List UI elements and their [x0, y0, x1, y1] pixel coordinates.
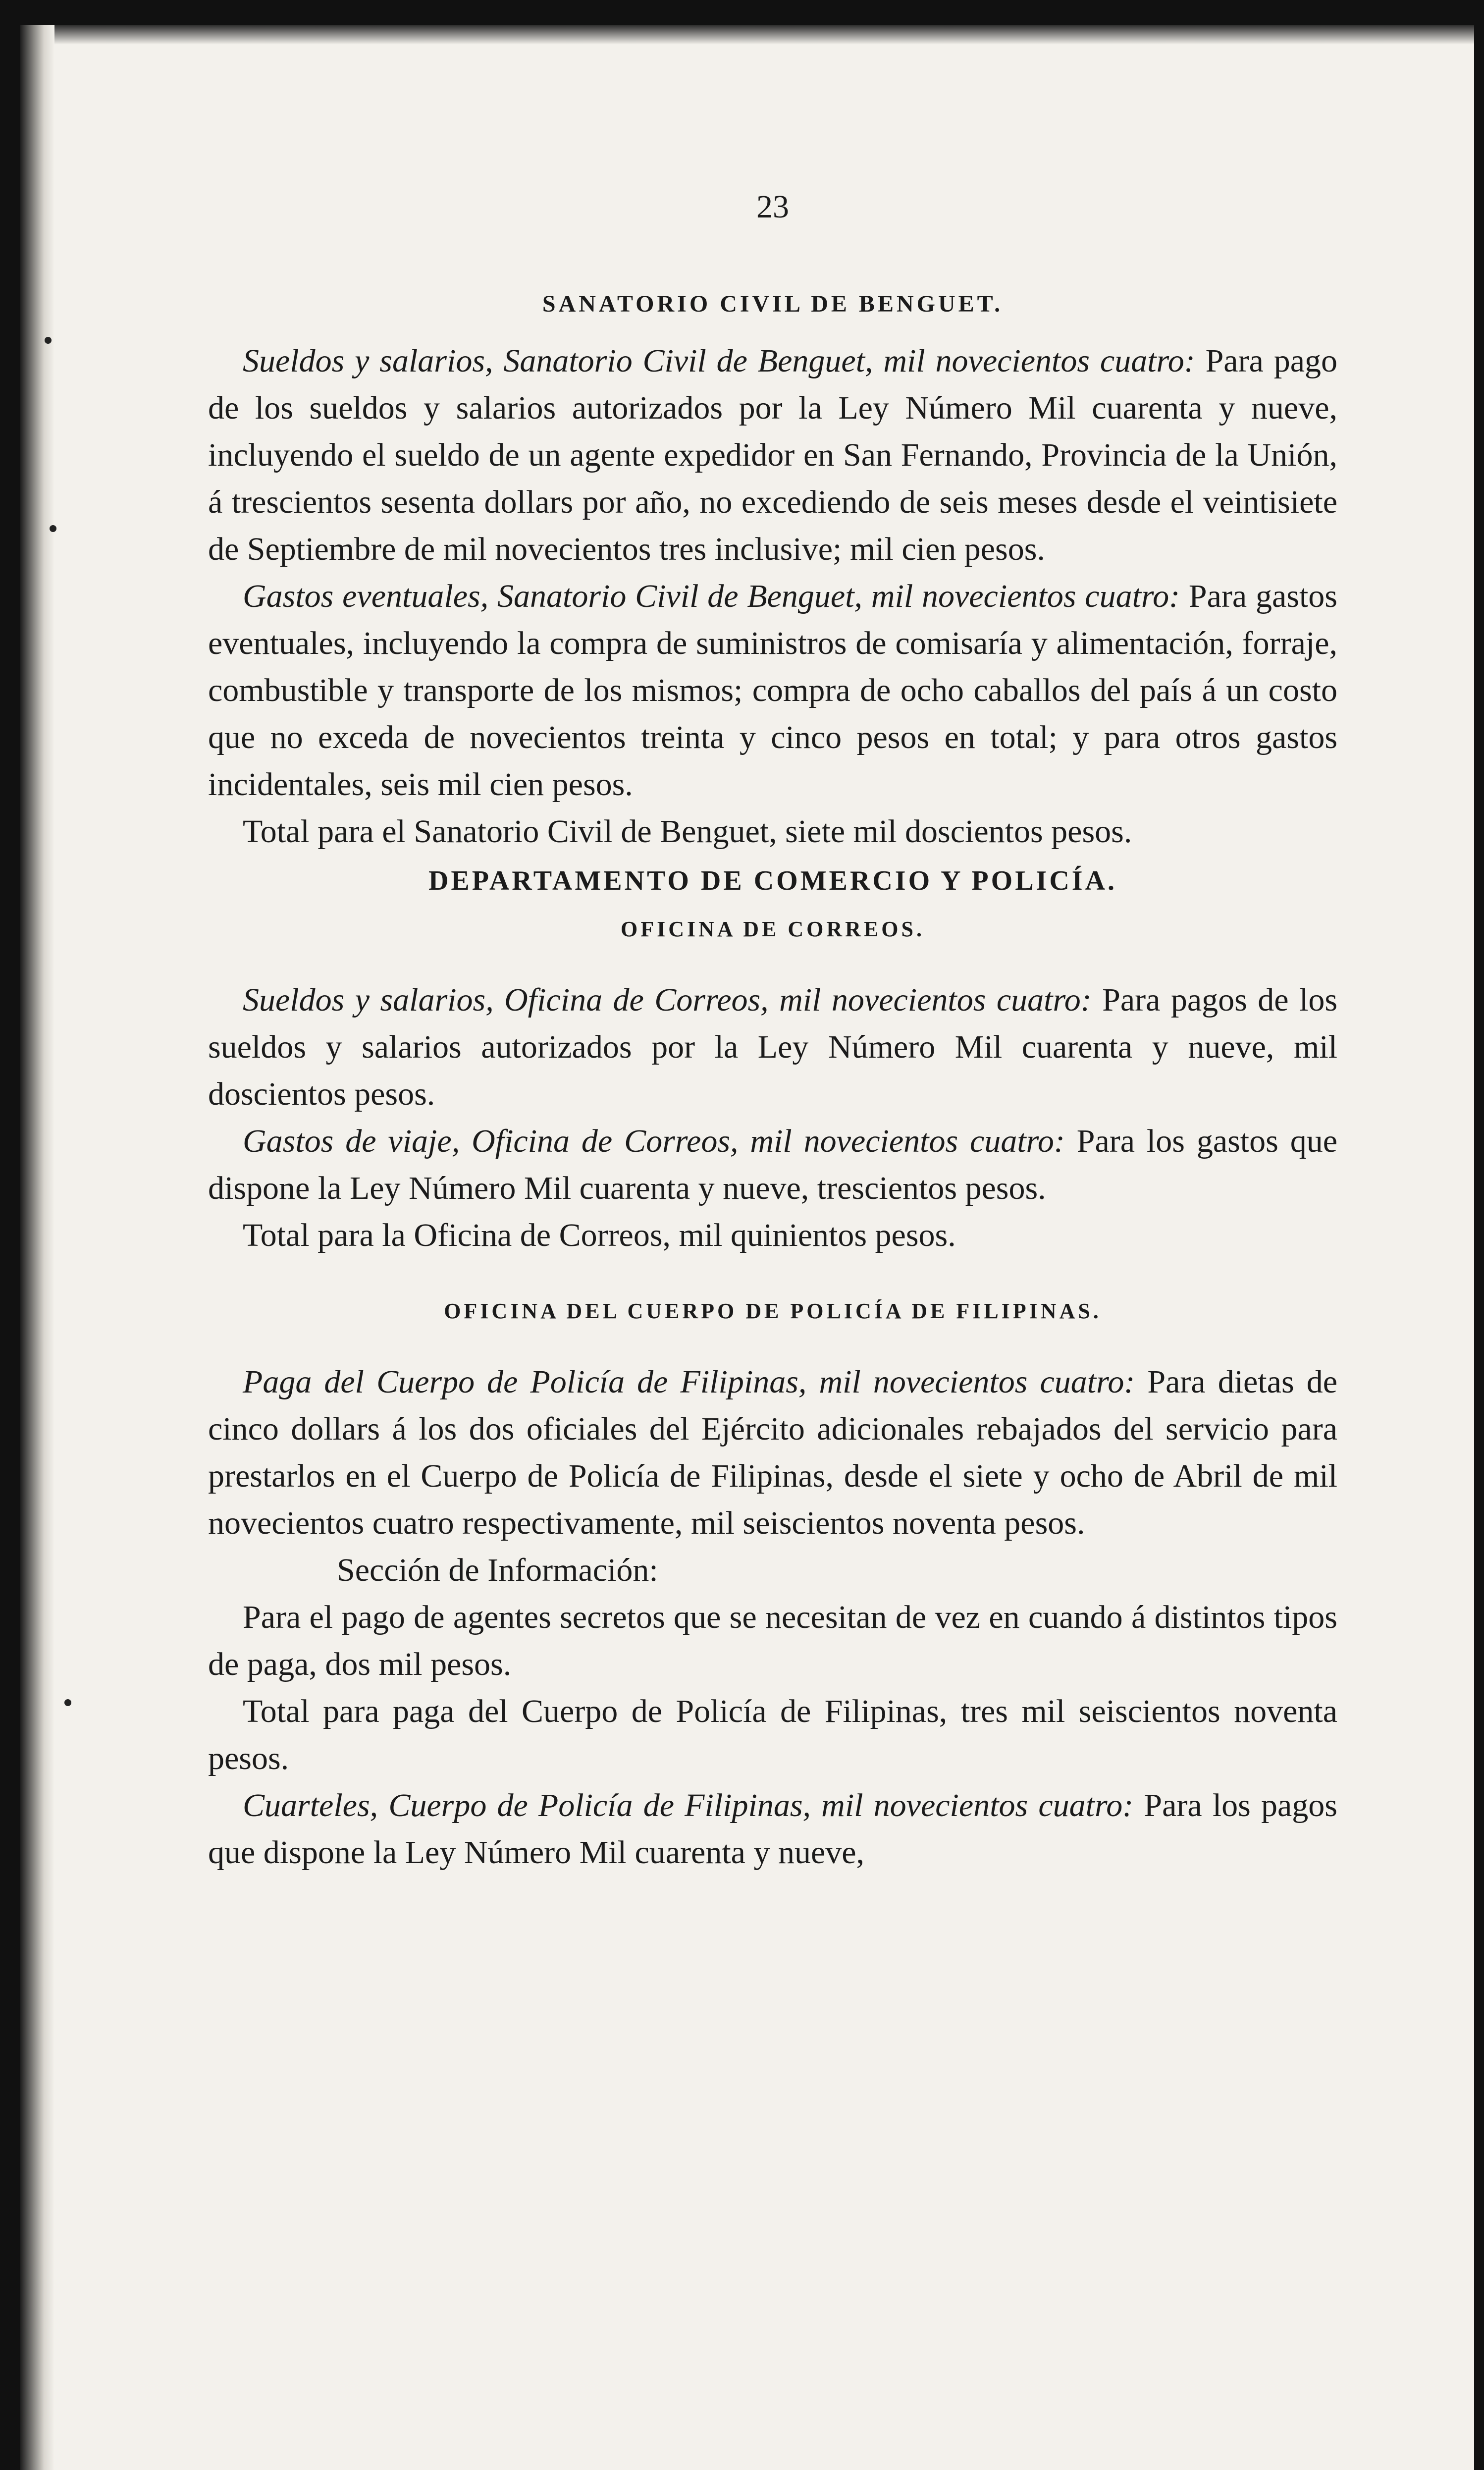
- paragraph-text: Para gastos eventuales, incluyendo la compra de suministros de comisaría y alimentación, forraje, combustible y transporte de los mismos; compra de ocho caballos del país á un costo que no exceda de novecientos treinta y cinco pesos en total; y para otros gastos incidentales, seis mil cien pesos.: [208, 578, 1337, 803]
- scan-left-shadow: [20, 25, 54, 2470]
- paragraph: [208, 1118, 1337, 1212]
- paragraph: [208, 1594, 1337, 1688]
- paragraph-total: [208, 1688, 1337, 1782]
- paragraph-lead: Cuarteles, Cuerpo de Policía de Filipinas, mil novecientos cuatro:: [243, 1787, 1134, 1824]
- paragraph-lead: Sueldos y salarios, Sanatorio Civil de Benguet, mil novecientos cuatro:: [243, 343, 1195, 379]
- paragraph-text: Total para la Oficina de Correos, mil quinientos pesos.: [243, 1217, 956, 1253]
- margin-mark: [45, 337, 52, 344]
- paragraph-text: Para los pagos que dispone la Ley Número Mil cuarenta y nueve,: [208, 1787, 1337, 1871]
- document-page: [20, 25, 1474, 2470]
- paragraph-text: Para pagos de los sueldos y salarios autorizados por la Ley Número Mil cuarenta y nueve, mil doscientos pesos.: [208, 982, 1337, 1112]
- section-heading-departamento: DEPARTAMENTO DE COMERCIO Y POLICÍA.: [428, 865, 1117, 896]
- scan-top-shadow: [20, 25, 1474, 45]
- paragraph-text: Para el pago de agentes secretos que se necesitan de vez en cuando á distintos tipos de paga, dos mil pesos.: [208, 1599, 1337, 1682]
- paragraph-lead: Gastos eventuales, Sanatorio Civil de Benguet, mil novecientos cuatro:: [243, 578, 1180, 614]
- margin-mark: [50, 525, 56, 532]
- page-content: [208, 188, 1337, 1876]
- paragraph-lead: Gastos de viaje, Oficina de Correos, mil novecientos cuatro:: [243, 1123, 1065, 1159]
- paragraph-total: [208, 1212, 1337, 1259]
- paragraph-text: Total para paga del Cuerpo de Policía de Filipinas, tres mil seiscientos noventa pesos.: [208, 1693, 1337, 1776]
- paragraph: [208, 1782, 1337, 1876]
- page-number: 23: [756, 189, 789, 225]
- paragraph-text: Para dietas de cinco dollars á los dos oficiales del Ejército adicionales rebajados del servicio para prestarlos en el Cuerpo de Policía de Filipinas, desde el siete y ocho de Abril de mil novecientos cuatro respectivamente, mil seiscientos noventa pesos.: [208, 1364, 1338, 1541]
- paragraph: [208, 1358, 1337, 1547]
- section-heading-sanatorio: SANATORIO CIVIL DE BENGUET.: [542, 291, 1004, 317]
- paragraph-text: Para los gastos que dispone la Ley Número Mil cuarenta y nueve, trescientos pesos.: [208, 1123, 1337, 1206]
- paragraph-text: Para pago de los sueldos y salarios autorizados por la Ley Número Mil cuarenta y nueve, incluyendo el sueldo de un agente expedidor en San Fernando, Provincia de la Unión, á trescientos sesenta dollars por año, no excediendo de seis meses desde el veintisiete de Septiembre de mil novecientos tres inclusive; mil cien pesos.: [208, 343, 1337, 567]
- paragraph-text: Total para el Sanatorio Civil de Benguet, siete mil doscientos pesos.: [243, 813, 1132, 850]
- subsection-label: Sección de Información:: [337, 1552, 658, 1588]
- paragraph: [208, 337, 1337, 573]
- paragraph-lead: Sueldos y salarios, Oficina de Correos, mil novecientos cuatro:: [243, 982, 1092, 1018]
- paragraph-total: [208, 808, 1337, 855]
- paragraph: [208, 976, 1337, 1118]
- subheading-correos: OFICINA DE CORREOS.: [621, 917, 925, 941]
- section-heading-policia: OFICINA DEL CUERPO DE POLICÍA DE FILIPINAS.: [444, 1299, 1102, 1323]
- paragraph-lead: Paga del Cuerpo de Policía de Filipinas, mil novecientos cuatro:: [243, 1364, 1135, 1400]
- paragraph: [208, 573, 1337, 808]
- margin-mark: [64, 1699, 71, 1706]
